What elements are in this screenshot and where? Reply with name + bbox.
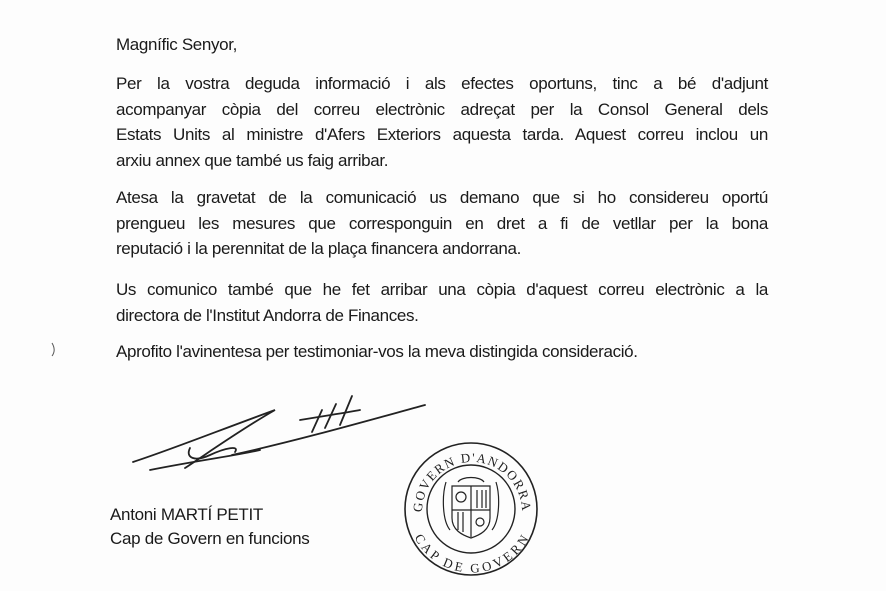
text-line: directora de l'Institut Andorra de Finances.	[116, 305, 419, 325]
greeting-text: Magnífic Senyor,	[116, 35, 238, 54]
text-line: Estats Units al ministre d'Afers Exteriors aquesta tarda. Aquest correu inclou un	[116, 125, 768, 144]
text-line: reputació i la perennitat de la plaça financera andorrana.	[116, 239, 521, 258]
seal-top-text: GOVERN D'ANDORRA	[409, 449, 535, 513]
text-line: Us comunico també que he fet arribar una còpia d'aquest correu electrònic a la	[116, 280, 768, 299]
signatory-name: Antoni MARTÍ PETIT	[110, 505, 263, 524]
text-line: Atesa la gravetat de la comunicació us demano que si ho considereu oportú	[116, 188, 768, 207]
text-line: Aprofito l'avinentesa per testimoniar-vos la meva distingida consideració.	[116, 342, 638, 361]
seal-bottom-text: CAP DE GOVERN	[411, 531, 533, 576]
text-line: Per la vostra deguda informació i als efectes oportuns, tinc a bé d'adjunt	[116, 74, 768, 93]
coat-of-arms-icon	[443, 478, 498, 539]
signatory-title: Cap de Govern en funcions	[110, 529, 310, 548]
text-line: acompanyar còpia del correu electrònic adreçat per la Consol General dels	[116, 99, 768, 119]
text-line: arxiu annex que també us faig arribar.	[116, 150, 389, 170]
text-line: prengueu les mesures que corresponguin en dret a fi de vetllar per la bona	[116, 213, 768, 233]
